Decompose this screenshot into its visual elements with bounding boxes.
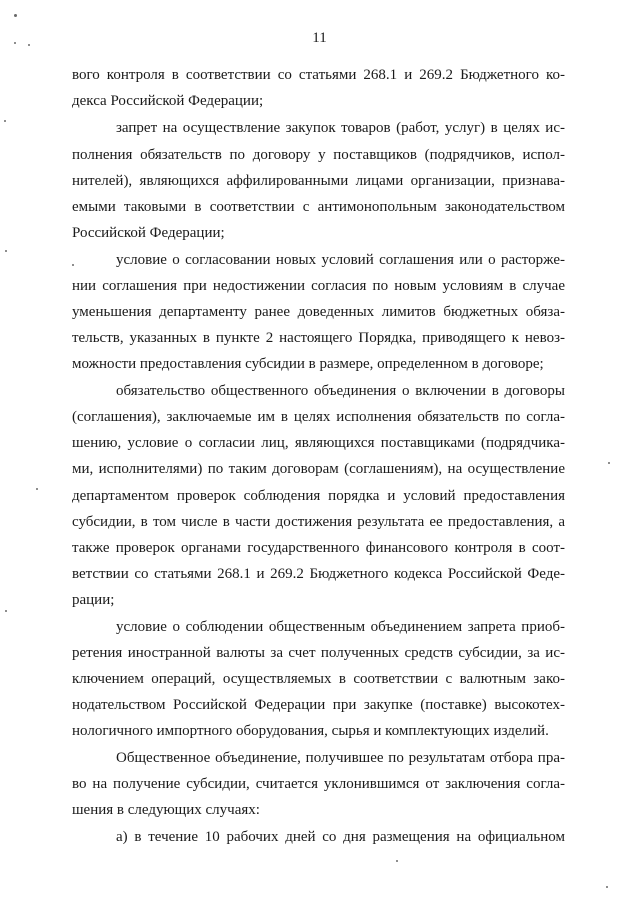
text-line: нии соглашения при недостижении согласия по новым условиям в случае (72, 278, 565, 294)
text-line: условие о соблюдении общественным объединением запрета приоб- (116, 619, 565, 635)
text-line: полнения обязательств по договору у поставщиков (подрядчиков, испол- (72, 147, 565, 163)
text-line: во на получение субсидии, считается уклонившимся от заключения согла- (72, 776, 565, 792)
text-line: Общественное объединение, получившее по результатам отбора пра- (116, 750, 565, 766)
text-line: также проверок органами государственного финансового контроля в соот- (72, 540, 565, 556)
text-line: условие о согласовании новых условий соглашения или о расторже- (116, 252, 565, 268)
text-line: емыми таковыми в соответствии с антимонопольным законодательством (72, 199, 565, 215)
scan-speck (72, 264, 74, 266)
text-line: нителей), являющихся аффилированными лицами организации, признава- (72, 173, 565, 189)
text-line: шению, условие о согласии лиц, являющихся поставщиками (подрядчика- (72, 435, 565, 451)
text-line: шения в следующих случаях: (72, 802, 260, 818)
text-line: нодательством Российской Федерации при закупке (поставке) высокотех- (72, 697, 565, 713)
text-line: можности предоставления субсидии в размере, определенном в договоре; (72, 356, 544, 372)
text-line: ключением операций, осуществляемых в соответствии с валютным зако- (72, 671, 565, 687)
text-line: нологичного импортного оборудования, сырья и комплектующих изделий. (72, 723, 549, 739)
scan-speck (36, 488, 38, 490)
scan-speck (5, 250, 7, 252)
scan-speck (28, 44, 30, 46)
text-line: ветствии со статьями 268.1 и 269.2 Бюджетного кодекса Российской Феде- (72, 566, 565, 582)
text-line: вого контроля в соответствии со статьями 268.1 и 269.2 Бюджетного ко- (72, 67, 565, 83)
text-line: ми, исполнителями) по таким договорам (соглашениям), на осуществление (72, 461, 565, 477)
scan-speck (14, 14, 17, 17)
scan-speck (4, 120, 6, 122)
scan-speck (14, 42, 16, 44)
text-line: (соглашения), заключаемые им в целях исполнения обязательств по согла- (72, 409, 565, 425)
text-line: тельств, указанных в пункте 2 настоящего Порядка, приводящего к невоз- (72, 330, 565, 346)
scan-speck (606, 886, 608, 888)
text-line: департаментом проверок соблюдения порядка и условий предоставления (72, 488, 565, 504)
text-line: Российской Федерации; (72, 225, 225, 241)
scan-speck (5, 610, 7, 612)
text-line: уменьшения департаменту ранее доведенных лимитов бюджетных обяза- (72, 304, 565, 320)
text-line: запрет на осуществление закупок товаров (работ, услуг) в целях ис- (116, 120, 565, 136)
text-line: рации; (72, 592, 115, 608)
scan-speck (608, 462, 610, 464)
text-line: обязательство общественного объединения о включении в договоры (116, 383, 565, 399)
page-number: 11 (312, 30, 327, 46)
text-line: ретения иностранной валюты за счет полученных средств субсидии, за ис- (72, 645, 565, 661)
text-line: а) в течение 10 рабочих дней со дня размещения на официальном (116, 829, 565, 845)
text-line: декса Российской Федерации; (72, 93, 264, 109)
scan-speck (396, 860, 398, 862)
text-line: субсидии, в том числе в части достижения результата ее предоставления, а (72, 514, 565, 530)
